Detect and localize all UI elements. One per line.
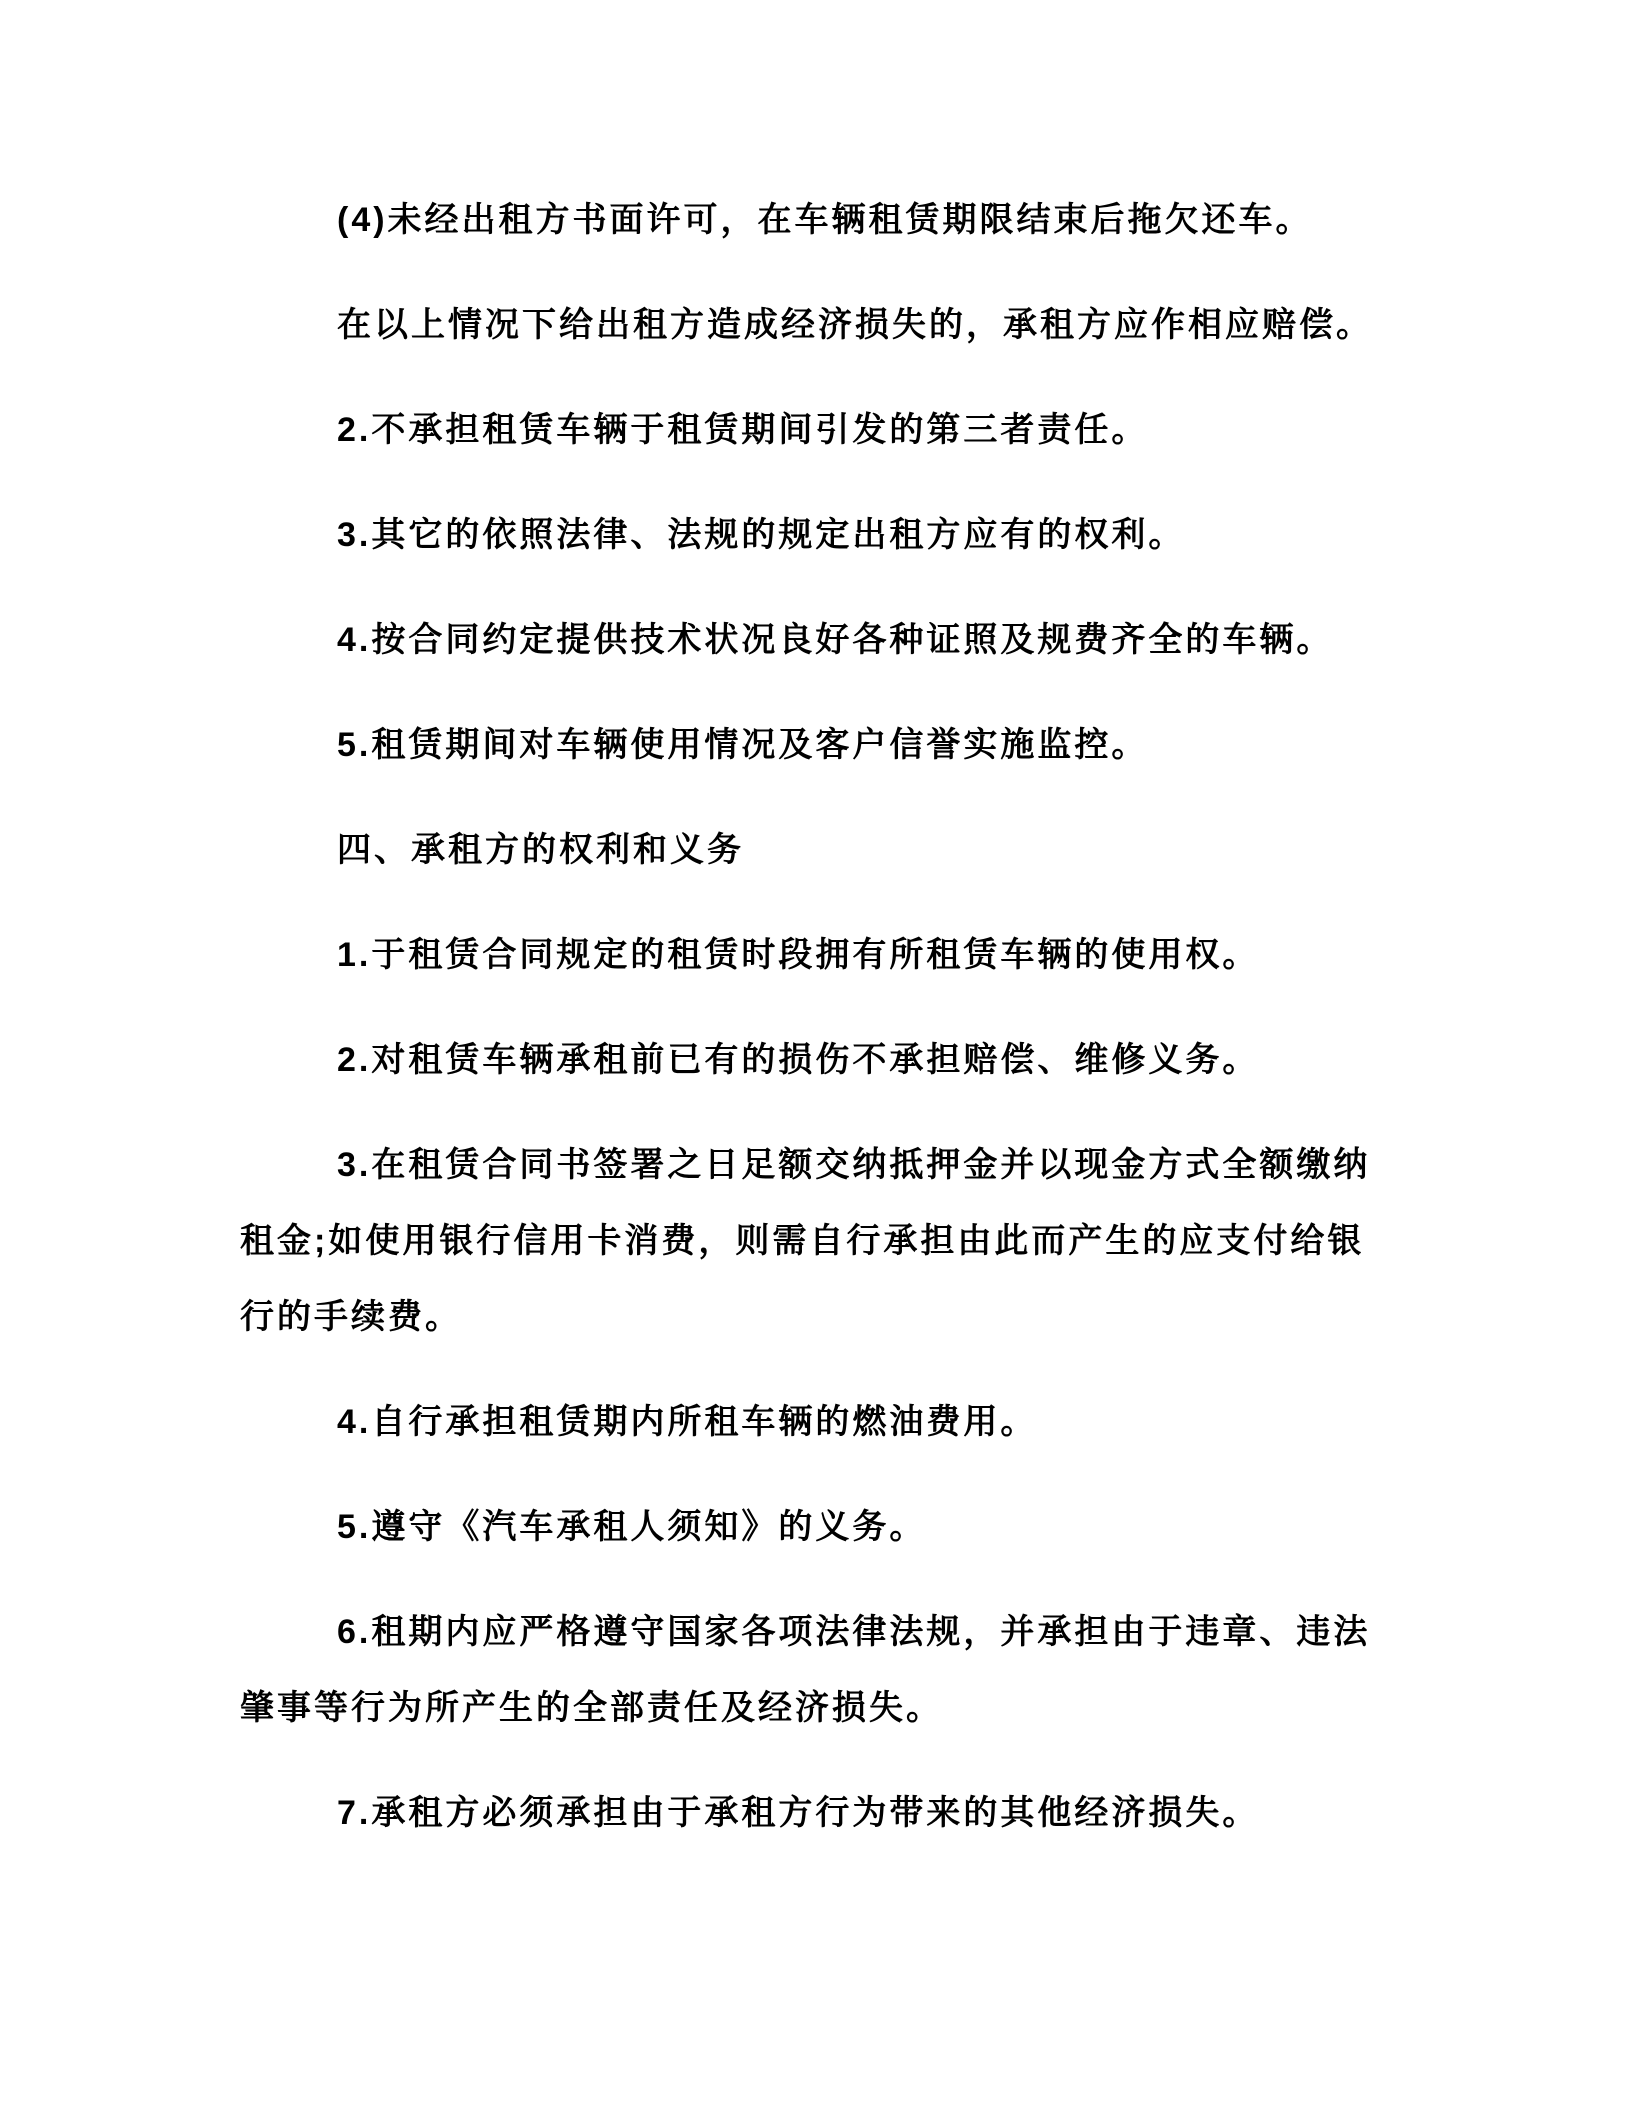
paragraph: 3.其它的依照法律、法规的规定出租方应有的权利。	[337, 516, 1186, 554]
paragraph: 1.于租赁合同规定的租赁时段拥有所租赁车辆的使用权。	[337, 936, 1260, 974]
paragraph: 6.租期内应严格遵守国家各项法律法规，并承担由于违章、违法肇事等行为所产生的全部责任及经济损失。	[240, 1613, 1371, 1727]
section-heading: 四、承租方的权利和义务	[337, 831, 744, 869]
paragraph: 4.自行承担租赁期内所租车辆的燃油费用。	[337, 1403, 1038, 1441]
paragraph: 在以上情况下给出租方造成经济损失的，承租方应作相应赔偿。	[337, 306, 1373, 344]
paragraph: 2.不承担租赁车辆于租赁期间引发的第三者责任。	[337, 411, 1149, 449]
paragraph: 2.对租赁车辆承租前已有的损伤不承担赔偿、维修义务。	[337, 1041, 1260, 1079]
paragraph: 4.按合同约定提供技术状况良好各种证照及规费齐全的车辆。	[337, 621, 1334, 659]
paragraph: 7.承租方必须承担由于承租方行为带来的其他经济损失。	[337, 1794, 1260, 1832]
paragraph: 5.遵守《汽车承租人须知》的义务。	[337, 1508, 927, 1546]
paragraph: (4)未经出租方书面许可，在车辆租赁期限结束后拖欠还车。	[337, 201, 1313, 239]
paragraph: 5.租赁期间对车辆使用情况及客户信誉实施监控。	[337, 726, 1149, 764]
paragraph: 3.在租赁合同书签署之日足额交纳抵押金并以现金方式全额缴纳租金;如使用银行信用卡消费，则需自行承担由此而产生的应支付给银行的手续费。	[240, 1146, 1371, 1336]
